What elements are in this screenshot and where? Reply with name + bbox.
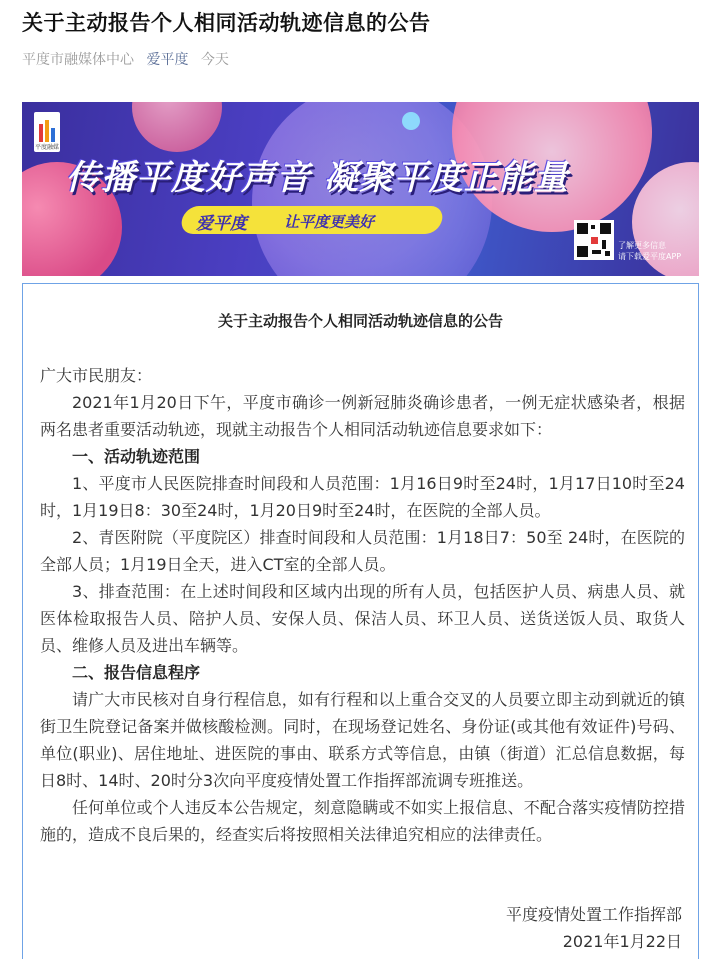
article-meta	[22, 50, 229, 70]
report-paragraph: 请广大市民核对自身行程信息，如有行程和以上重合交叉的人员要立即主动到就近的镇街卫生院登记备案并做核酸检测。同时，在现场登记姓名、身份证(或其他有效证件)号码、单位(职业)、居住地址、进医院的事由、联系方式等信息，由镇（街道）汇总信息数据，每日8时、14时、20时分3次向平度疫情处置工作指挥部流调专班推送。	[40, 690, 685, 790]
penalty-paragraph: 任何单位或个人违反本公告规定，刻意隐瞒或不如实上报信息、不配合落实疫情防控措施的，造成不良后果的，经查实后将按照相关法律追究相应的法律责任。	[40, 798, 685, 844]
sign-date: 2021年1月22日	[562, 932, 682, 951]
article-source: 平度市融媒体中心	[22, 52, 134, 68]
qr-code-icon	[574, 220, 614, 260]
list-item: 1、平度市人民医院排查时间段和人员范围：1月16日9时至24时，1月17日10时至24时，1月19日8：30至24时，1月20日9时至24时，在医院的全部人员。	[40, 474, 685, 520]
notice-frame	[22, 283, 699, 959]
article-title: 关于主动报告个人相同活动轨迹信息的公告	[22, 11, 431, 35]
banner-slogan: 传播平度好声音 凝聚平度正能量	[66, 158, 569, 198]
list-item: 2、青医附院（平度院区）排查时间段和人员范围：1月18日7：50至 24时，在医院的全部人员；1月19日全天，进入CT室的全部人员。	[40, 528, 685, 574]
greeting: 广大市民朋友：	[40, 366, 153, 385]
signature: 平度疫情处置工作指挥部	[505, 905, 682, 924]
qr-caption-line1: 了解更多信息	[618, 241, 666, 250]
logo-icon	[34, 112, 60, 152]
notice-title: 关于主动报告个人相同活动轨迹信息的公告	[217, 312, 503, 330]
section-heading-1: 一、活动轨迹范围	[72, 447, 201, 466]
section-heading-2: 二、报告信息程序	[72, 663, 201, 682]
list-item: 3、排查范围：在上述时间段和区域内出现的所有人员，包括医护人员、病患人员、就医体检取报告人员、陪护人员、安保人员、保洁人员、环卫人员、送货送饭人员、取货人员、维修人员及进出车辆等。	[40, 582, 685, 655]
qr-caption-line2: 请下载爱平度APP	[618, 252, 682, 261]
slogan-sub-b: 让平度更美好	[284, 213, 375, 231]
intro-paragraph: 2021年1月20日下午，平度市确诊一例新冠肺炎确诊患者，一例无症状感染者，根据两名患者重要活动轨迹，现就主动报告个人相同活动轨迹信息要求如下：	[40, 393, 685, 439]
banner-image	[22, 102, 699, 276]
account-link[interactable]: 爱平度	[146, 52, 189, 68]
signature-block	[506, 901, 682, 955]
slogan-sub-a: 爱平度	[196, 214, 247, 234]
notice-body	[40, 362, 685, 848]
publish-date: 今天	[200, 52, 229, 68]
bubble-decoration	[132, 102, 222, 152]
bubble-decoration	[402, 112, 420, 130]
logo-text: 平度融媒	[34, 144, 59, 151]
qr-caption	[618, 240, 698, 262]
